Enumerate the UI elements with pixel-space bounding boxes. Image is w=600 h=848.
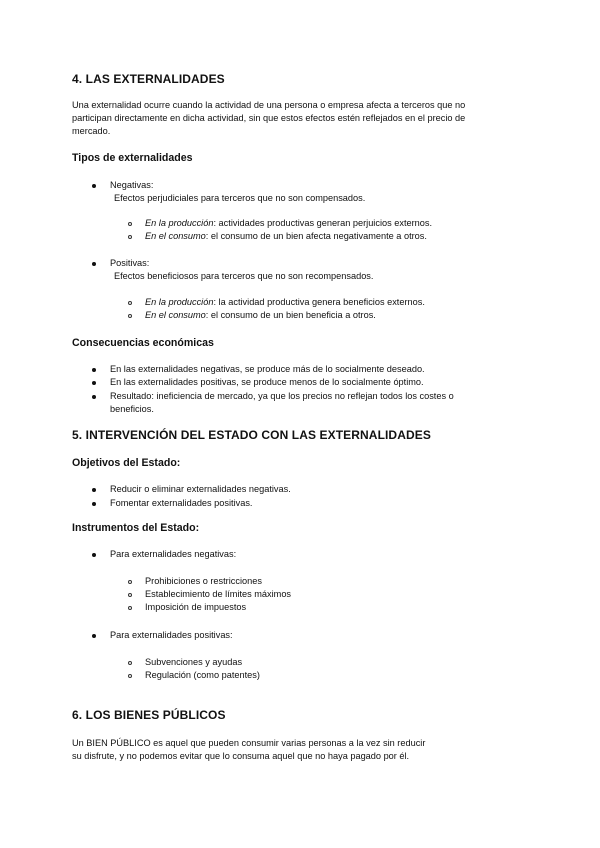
pos-produccion-item (145, 296, 425, 308)
instrumentos-positivas-item-1: Subvenciones y ayudas (145, 657, 243, 667)
section-6-heading: 6. LOS BIENES PÚBLICOS (72, 708, 226, 722)
instrumentos-negativas-item-3: Imposición de impuestos (145, 602, 247, 612)
consecuencias-item-2: En las externalidades positivas, se produce menos de lo socialmente óptimo. (110, 377, 424, 387)
neg-produccion-text: : actividades productivas generan perjuicios externos. (213, 218, 433, 228)
pos-consumo-text: : el consumo de un bien beneficia a otros. (205, 310, 376, 320)
positivas-label: Positivas: (110, 258, 150, 268)
bullet-dot (92, 395, 96, 399)
consecuencias-heading: Consecuencias económicas (72, 337, 214, 349)
negativas-description: Efectos perjudiciales para terceros que no son compensados. (114, 193, 366, 203)
section-5-heading: 5. INTERVENCIÓN DEL ESTADO CON LAS EXTERNALIDADES (72, 428, 431, 442)
consecuencias-item-3: Resultado: ineficiencia de mercado, ya que los precios no reflejan todos los costes o (110, 391, 454, 401)
sub-bullet-circle (128, 314, 132, 318)
bullet-dot (92, 262, 96, 266)
section-4-intro-line-3: mercado. (72, 126, 111, 136)
sub-bullet-circle (128, 674, 132, 678)
instrumentos-negativas-label: Para externalidades negativas: (110, 549, 237, 559)
section-4-intro-line-1: Una externalidad ocurre cuando la actividad de una persona o empresa afecta a terceros que no (72, 100, 466, 110)
section-4-intro-line-2: participan directamente en dicha actividad, sin que estos efectos estén reflejados en el precio de (72, 113, 466, 123)
instrumentos-heading: Instrumentos del Estado: (72, 522, 200, 534)
bullet-dot (92, 381, 96, 385)
sub-bullet-circle (128, 235, 132, 239)
bullet-dot (92, 368, 96, 372)
pos-consumo-item (145, 309, 376, 321)
bullet-dot (92, 184, 96, 188)
neg-consumo-item (145, 230, 427, 242)
positivas-description: Efectos beneficiosos para terceros que no son recompensados. (114, 271, 374, 281)
sub-bullet-circle (128, 606, 132, 610)
neg-consumo-text: : el consumo de un bien afecta negativamente a otros. (205, 231, 427, 241)
pos-consumo-emphasis: En el consumo (145, 310, 206, 320)
consecuencias-item-1: En las externalidades negativas, se produce más de lo socialmente deseado. (110, 364, 425, 374)
sub-bullet-circle (128, 301, 132, 305)
bienes-publicos-line-1: Un BIEN PÚBLICO es aquel que pueden consumir varias personas a la vez sin reducir (72, 738, 426, 748)
tipos-heading: Tipos de externalidades (72, 152, 193, 164)
bullet-dot (92, 634, 96, 638)
bullet-dot (92, 553, 96, 557)
bullet-dot (92, 502, 96, 506)
bullet-dot (92, 488, 96, 492)
sub-bullet-circle (128, 222, 132, 226)
pos-produccion-text: : la actividad productiva genera beneficios externos. (213, 297, 425, 307)
instrumentos-positivas-item-2: Regulación (como patentes) (145, 670, 260, 680)
objetivos-item-1: Reducir o eliminar externalidades negativas. (110, 484, 291, 494)
sub-bullet-circle (128, 661, 132, 665)
objetivos-item-2: Fomentar externalidades positivas. (110, 498, 253, 508)
pos-produccion-emphasis: En la producción (145, 297, 214, 307)
sub-bullet-circle (128, 593, 132, 597)
section-4-heading: 4. LAS EXTERNALIDADES (72, 72, 225, 86)
consecuencias-item-3-continued: beneficios. (110, 404, 154, 414)
bienes-publicos-line-2: su disfrute, y no podemos evitar que lo consuma aquel que no haya pagado por él. (72, 751, 410, 761)
instrumentos-negativas-item-2: Establecimiento de límites máximos (145, 589, 292, 599)
instrumentos-negativas-item-1: Prohibiciones o restricciones (145, 576, 262, 586)
sub-bullet-circle (128, 580, 132, 584)
neg-produccion-emphasis: En la producción (145, 218, 214, 228)
instrumentos-positivas-label: Para externalidades positivas: (110, 630, 233, 640)
objetivos-heading: Objetivos del Estado: (72, 457, 181, 469)
negativas-label: Negativas: (110, 180, 154, 190)
neg-produccion-item (145, 217, 432, 229)
neg-consumo-emphasis: En el consumo (145, 231, 206, 241)
